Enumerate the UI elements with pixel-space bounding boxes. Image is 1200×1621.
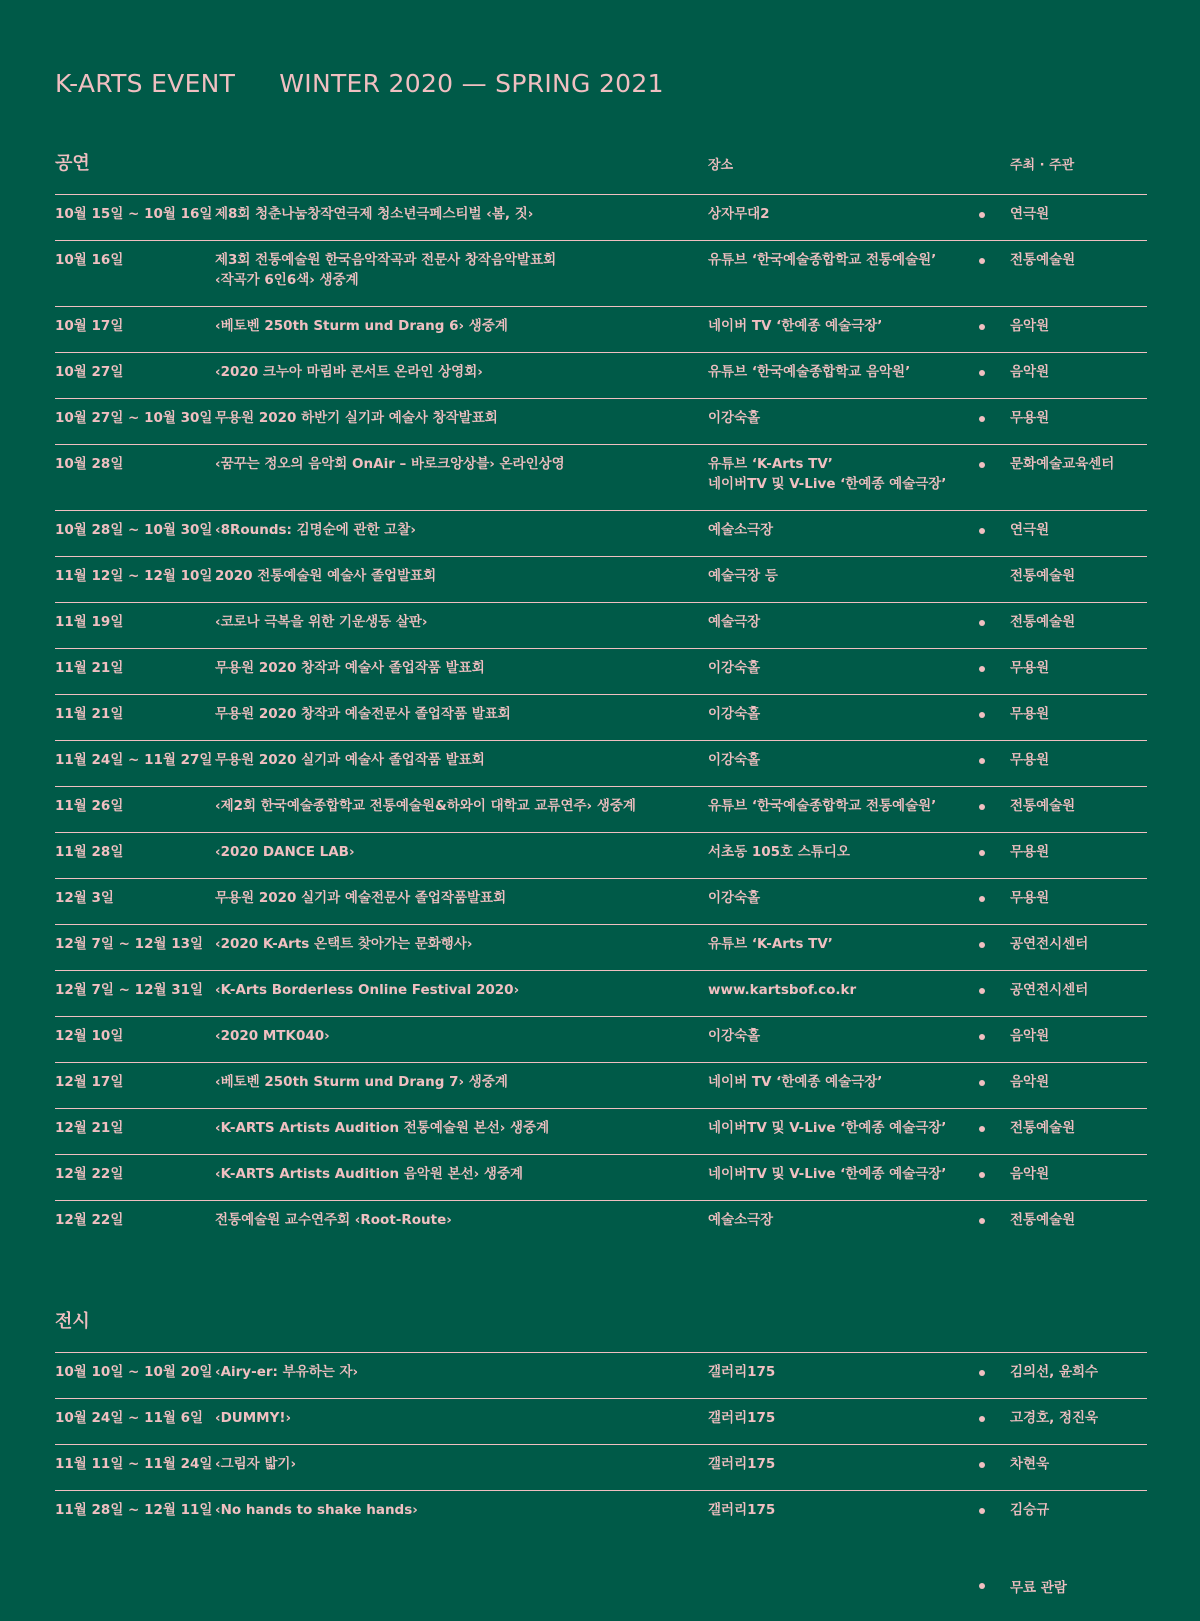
event-venue — [708, 520, 773, 540]
bullet-dot-icon — [979, 324, 985, 330]
event-host: 음악원 — [1010, 1166, 1050, 1182]
table-row — [55, 1398, 1147, 1444]
event-title — [215, 934, 472, 954]
event-title-line: ‹No hands to shake hands› — [215, 1502, 418, 1518]
event-host: 김의선, 윤희수 — [1010, 1364, 1099, 1380]
event-venue — [708, 362, 910, 382]
event-title — [215, 250, 556, 290]
event-title-line: ‹2020 DANCE LAB› — [215, 844, 355, 860]
bullet-dot-icon — [979, 1080, 985, 1086]
event-host: 차현욱 — [1010, 1456, 1050, 1472]
bullet-dot-icon — [979, 896, 985, 902]
event-venue — [708, 980, 856, 1000]
event-venue-line: 이강숙홀 — [708, 1028, 761, 1044]
event-date: 12월 3일 — [55, 890, 114, 906]
event-date: 11월 26일 — [55, 798, 124, 814]
event-venue-line: 유튜브 ‘한국예술종합학교 전통예술원’ — [708, 252, 937, 268]
event-venue-line: 유튜브 ‘한국예술종합학교 음악원’ — [708, 364, 911, 380]
event-title-line: ‹꿈꾸는 정오의 음악회 OnAir – 바로크앙상블› 온라인상영 — [215, 456, 565, 472]
bullet-dot-icon — [979, 1416, 985, 1422]
event-title — [215, 888, 506, 908]
event-date: 10월 28일 ~ 10월 30일 — [55, 522, 213, 538]
event-venue — [708, 658, 760, 678]
exhibition-section-title: 전시 — [55, 1311, 90, 1332]
event-venue — [708, 934, 833, 954]
event-venue-line: 유튜브 ‘한국예술종합학교 전통예술원’ — [708, 798, 937, 814]
bullet-dot-icon — [979, 942, 985, 948]
event-host: 무용원 — [1010, 410, 1050, 426]
event-venue-line: 서초동 105호 스튜디오 — [708, 844, 850, 860]
event-host: 김승규 — [1010, 1502, 1050, 1518]
event-title-line: ‹작곡가 6인6색› 생중계 — [215, 272, 359, 288]
bullet-dot-icon — [979, 370, 985, 376]
event-host: 무용원 — [1010, 660, 1050, 676]
event-host: 무용원 — [1010, 706, 1050, 722]
event-title-line: ‹DUMMY!› — [215, 1410, 292, 1426]
table-row — [55, 878, 1147, 924]
bullet-dot-icon — [979, 528, 985, 534]
bullet-dot-icon — [979, 1172, 985, 1178]
event-date: 10월 27일 ~ 10월 30일 — [55, 410, 213, 426]
event-title-line: ‹Airy-er: 부유하는 자› — [215, 1364, 359, 1380]
event-venue-line: 예술소극장 — [708, 522, 774, 538]
event-date: 10월 16일 — [55, 252, 124, 268]
event-date: 12월 10일 — [55, 1028, 124, 1044]
table-row — [55, 194, 1147, 240]
event-host: 전통예술원 — [1010, 798, 1076, 814]
event-title — [215, 1500, 418, 1520]
event-date: 11월 24일 ~ 11월 27일 — [55, 752, 213, 768]
table-row — [55, 240, 1147, 306]
bullet-dot-icon — [979, 258, 985, 264]
table-row — [55, 924, 1147, 970]
event-date: 12월 22일 — [55, 1212, 124, 1228]
bullet-dot-icon — [979, 212, 985, 218]
event-date: 10월 24일 ~ 11월 6일 — [55, 1410, 204, 1426]
bullet-dot-icon — [979, 416, 985, 422]
event-title-line: 무용원 2020 창작과 예술전문사 졸업작품 발표회 — [215, 706, 511, 722]
table-row — [55, 1352, 1147, 1398]
table-row — [55, 1016, 1147, 1062]
event-venue-line: 네이버TV 및 V-Live ‘한예종 예술극장’ — [708, 1120, 947, 1136]
table-row — [55, 352, 1147, 398]
event-host: 전통예술원 — [1010, 1120, 1076, 1136]
event-venue-line: 네이버TV 및 V-Live ‘한예종 예술극장’ — [708, 476, 947, 492]
event-host: 무용원 — [1010, 844, 1050, 860]
bullet-dot-icon — [979, 1508, 985, 1514]
event-venue-line: 이강숙홀 — [708, 752, 761, 768]
event-venue — [708, 1454, 775, 1474]
table-row — [55, 1154, 1147, 1200]
event-venue — [708, 1072, 882, 1092]
event-venue — [708, 1362, 775, 1382]
event-title — [215, 1026, 330, 1046]
event-venue-line: 유튜브 ‘K-Arts TV’ — [708, 936, 833, 952]
event-title-line: 무용원 2020 창작과 예술사 졸업작품 발표회 — [215, 660, 485, 676]
exhibition-table — [55, 1352, 1147, 1536]
event-venue-line: 갤러리175 — [708, 1410, 776, 1426]
event-date: 11월 28일 ~ 12월 11일 — [55, 1502, 213, 1518]
event-host: 전통예술원 — [1010, 568, 1076, 584]
event-venue-line: 네이버 TV ‘한예종 예술극장’ — [708, 1074, 883, 1090]
event-title-line: ‹2020 K-Arts 온택트 찾아가는 문화행사› — [215, 936, 473, 952]
event-title — [215, 454, 565, 474]
event-venue — [708, 750, 760, 770]
event-title-line: 2020 전통예술원 예술사 졸업발표회 — [215, 568, 437, 584]
event-title — [215, 796, 636, 816]
event-title — [215, 362, 483, 382]
event-title-line: ‹베토벤 250th Sturm und Drang 7› 생중계 — [215, 1074, 508, 1090]
table-row — [55, 602, 1147, 648]
event-date: 10월 17일 — [55, 318, 124, 334]
event-host: 무용원 — [1010, 890, 1050, 906]
event-title-line: 무용원 2020 실기과 예술사 졸업작품 발표회 — [215, 752, 485, 768]
event-date: 10월 10일 ~ 10월 20일 — [55, 1364, 213, 1380]
event-date: 11월 21일 — [55, 706, 124, 722]
event-venue — [708, 454, 946, 494]
event-host: 전통예술원 — [1010, 614, 1076, 630]
table-row — [55, 510, 1147, 556]
event-title-line: 제3회 전통예술원 한국음악작곡과 전문사 창작음악발표회 — [215, 252, 557, 268]
event-host: 고경호, 정진욱 — [1010, 1410, 1099, 1426]
bullet-dot-icon — [979, 850, 985, 856]
event-date: 11월 21일 — [55, 660, 124, 676]
event-venue — [708, 1408, 775, 1428]
event-host: 공연전시센터 — [1010, 982, 1089, 998]
table-row — [55, 740, 1147, 786]
event-venue-line: 갤러리175 — [708, 1456, 776, 1472]
table-row — [55, 1200, 1147, 1246]
bullet-dot-icon — [979, 620, 985, 626]
event-date: 10월 28일 — [55, 456, 124, 472]
event-host: 전통예술원 — [1010, 252, 1076, 268]
header-period: WINTER 2020 — SPRING 2021 — [279, 69, 664, 98]
event-venue — [708, 1500, 775, 1520]
event-title-line: 제8회 청춘나눔창작연극제 청소년극페스티벌 ‹봄, 짓› — [215, 206, 534, 222]
event-venue-line: 예술극장 등 — [708, 568, 778, 584]
event-venue-line: 유튜브 ‘K-Arts TV’ — [708, 456, 833, 472]
bullet-dot-icon — [979, 712, 985, 718]
event-venue-line: www.kartsbof.co.kr — [708, 982, 857, 998]
performance-section-title: 공연 — [55, 153, 90, 174]
bullet-dot-icon — [979, 1462, 985, 1468]
event-title-line: ‹K-Arts Borderless Online Festival 2020› — [215, 982, 520, 998]
poster-header — [55, 69, 664, 98]
performance-table — [55, 194, 1147, 1246]
event-title — [215, 612, 428, 632]
event-venue — [708, 1118, 946, 1138]
event-title-line: ‹제2회 한국예술종합학교 전통예술원&하와이 대학교 교류연주› 생중계 — [215, 798, 636, 814]
event-venue — [708, 1164, 946, 1184]
event-date: 12월 7일 ~ 12월 13일 — [55, 936, 204, 952]
event-title — [215, 842, 355, 862]
table-row — [55, 970, 1147, 1016]
table-row — [55, 1108, 1147, 1154]
bullet-dot-icon — [979, 1034, 985, 1040]
table-row — [55, 1444, 1147, 1490]
table-row — [55, 398, 1147, 444]
table-row — [55, 786, 1147, 832]
table-row — [55, 306, 1147, 352]
event-host: 음악원 — [1010, 1074, 1050, 1090]
event-host: 연극원 — [1010, 206, 1050, 222]
table-row — [55, 648, 1147, 694]
event-date: 12월 22일 — [55, 1166, 124, 1182]
event-date: 12월 17일 — [55, 1074, 124, 1090]
event-venue-line: 네이버 TV ‘한예종 예술극장’ — [708, 318, 883, 334]
event-title — [215, 1210, 452, 1230]
event-title-line: 전통예술원 교수연주회 ‹Root-Route› — [215, 1212, 452, 1228]
event-title-line: ‹K-ARTS Artists Audition 음악원 본선› 생중계 — [215, 1166, 524, 1182]
event-title — [215, 1454, 296, 1474]
event-host: 음악원 — [1010, 318, 1050, 334]
event-title-line: ‹2020 크누아 마림바 콘서트 온라인 상영회› — [215, 364, 483, 380]
event-host: 무용원 — [1010, 752, 1050, 768]
event-venue — [708, 1026, 760, 1046]
bullet-dot-icon — [979, 1583, 985, 1589]
table-row — [55, 556, 1147, 602]
event-date: 10월 27일 — [55, 364, 124, 380]
event-venue-line: 네이버TV 및 V-Live ‘한예종 예술극장’ — [708, 1166, 947, 1182]
event-date: 12월 21일 — [55, 1120, 124, 1136]
event-venue-line: 이강숙홀 — [708, 660, 761, 676]
event-venue — [708, 408, 760, 428]
event-venue — [708, 250, 936, 270]
event-title — [215, 1362, 358, 1382]
event-venue-line: 갤러리175 — [708, 1364, 776, 1380]
event-title — [215, 1408, 291, 1428]
event-title — [215, 704, 511, 724]
bullet-dot-icon — [979, 804, 985, 810]
event-title — [215, 658, 485, 678]
event-venue-line: 이강숙홀 — [708, 410, 761, 426]
event-venue — [708, 888, 760, 908]
event-venue — [708, 204, 770, 224]
event-date: 11월 19일 — [55, 614, 124, 630]
event-venue-line: 예술극장 — [708, 614, 761, 630]
event-host: 음악원 — [1010, 1028, 1050, 1044]
event-venue-line: 이강숙홀 — [708, 706, 761, 722]
table-row — [55, 1490, 1147, 1536]
event-venue-line: 예술소극장 — [708, 1212, 774, 1228]
event-venue — [708, 842, 850, 862]
event-host: 연극원 — [1010, 522, 1050, 538]
event-date: 11월 12일 ~ 12월 10일 — [55, 568, 213, 584]
event-title-line: ‹베토벤 250th Sturm und Drang 6› 생중계 — [215, 318, 508, 334]
table-row — [55, 832, 1147, 878]
header-title: K-ARTS EVENT — [55, 69, 236, 98]
event-venue — [708, 316, 882, 336]
bullet-dot-icon — [979, 988, 985, 994]
event-title — [215, 750, 485, 770]
event-title — [215, 1118, 549, 1138]
venue-column-header: 장소 — [708, 158, 734, 173]
event-host: 문화예술교육센터 — [1010, 456, 1115, 472]
event-title-line: ‹K-ARTS Artists Audition 전통예술원 본선› 생중계 — [215, 1120, 550, 1136]
event-title — [215, 1072, 508, 1092]
event-title-line: ‹8Rounds: 김명순에 관한 고찰› — [215, 522, 416, 538]
event-date: 11월 11일 ~ 11월 24일 — [55, 1456, 213, 1472]
event-venue — [708, 612, 760, 632]
event-title — [215, 1164, 523, 1184]
event-venue-line: 이강숙홀 — [708, 890, 761, 906]
event-date: 11월 28일 — [55, 844, 124, 860]
event-title — [215, 566, 436, 586]
event-venue — [708, 704, 760, 724]
event-title — [215, 980, 519, 1000]
event-venue — [708, 566, 778, 586]
event-title — [215, 408, 498, 428]
event-title-line: 무용원 2020 하반기 실기과 예술사 창작발표회 — [215, 410, 498, 426]
event-title — [215, 204, 533, 224]
bullet-dot-icon — [979, 758, 985, 764]
bullet-dot-icon — [979, 1218, 985, 1224]
event-host: 전통예술원 — [1010, 1212, 1076, 1228]
bullet-dot-icon — [979, 1126, 985, 1132]
host-column-header: 주최 · 주관 — [1010, 158, 1075, 173]
event-venue — [708, 1210, 773, 1230]
event-title-line: ‹2020 MTK040› — [215, 1028, 330, 1044]
event-date: 12월 7일 ~ 12월 31일 — [55, 982, 204, 998]
table-row — [55, 444, 1147, 510]
event-date: 10월 15일 ~ 10월 16일 — [55, 206, 213, 222]
event-title — [215, 520, 416, 540]
event-title-line: 무용원 2020 실기과 예술전문사 졸업작품발표회 — [215, 890, 507, 906]
free-admission-label: 무료 관람 — [1010, 1580, 1067, 1596]
table-row — [55, 1062, 1147, 1108]
event-venue-line: 상자무대2 — [708, 206, 770, 222]
event-venue — [708, 796, 936, 816]
table-row — [55, 694, 1147, 740]
event-host: 공연전시센터 — [1010, 936, 1089, 952]
event-host: 음악원 — [1010, 364, 1050, 380]
bullet-dot-icon — [979, 1370, 985, 1376]
event-title-line: ‹코로나 극복을 위한 기운생동 살판› — [215, 614, 428, 630]
bullet-dot-icon — [979, 462, 985, 468]
event-title-line: ‹그림자 밟기› — [215, 1456, 297, 1472]
event-title — [215, 316, 508, 336]
event-venue-line: 갤러리175 — [708, 1502, 776, 1518]
bullet-dot-icon — [979, 666, 985, 672]
